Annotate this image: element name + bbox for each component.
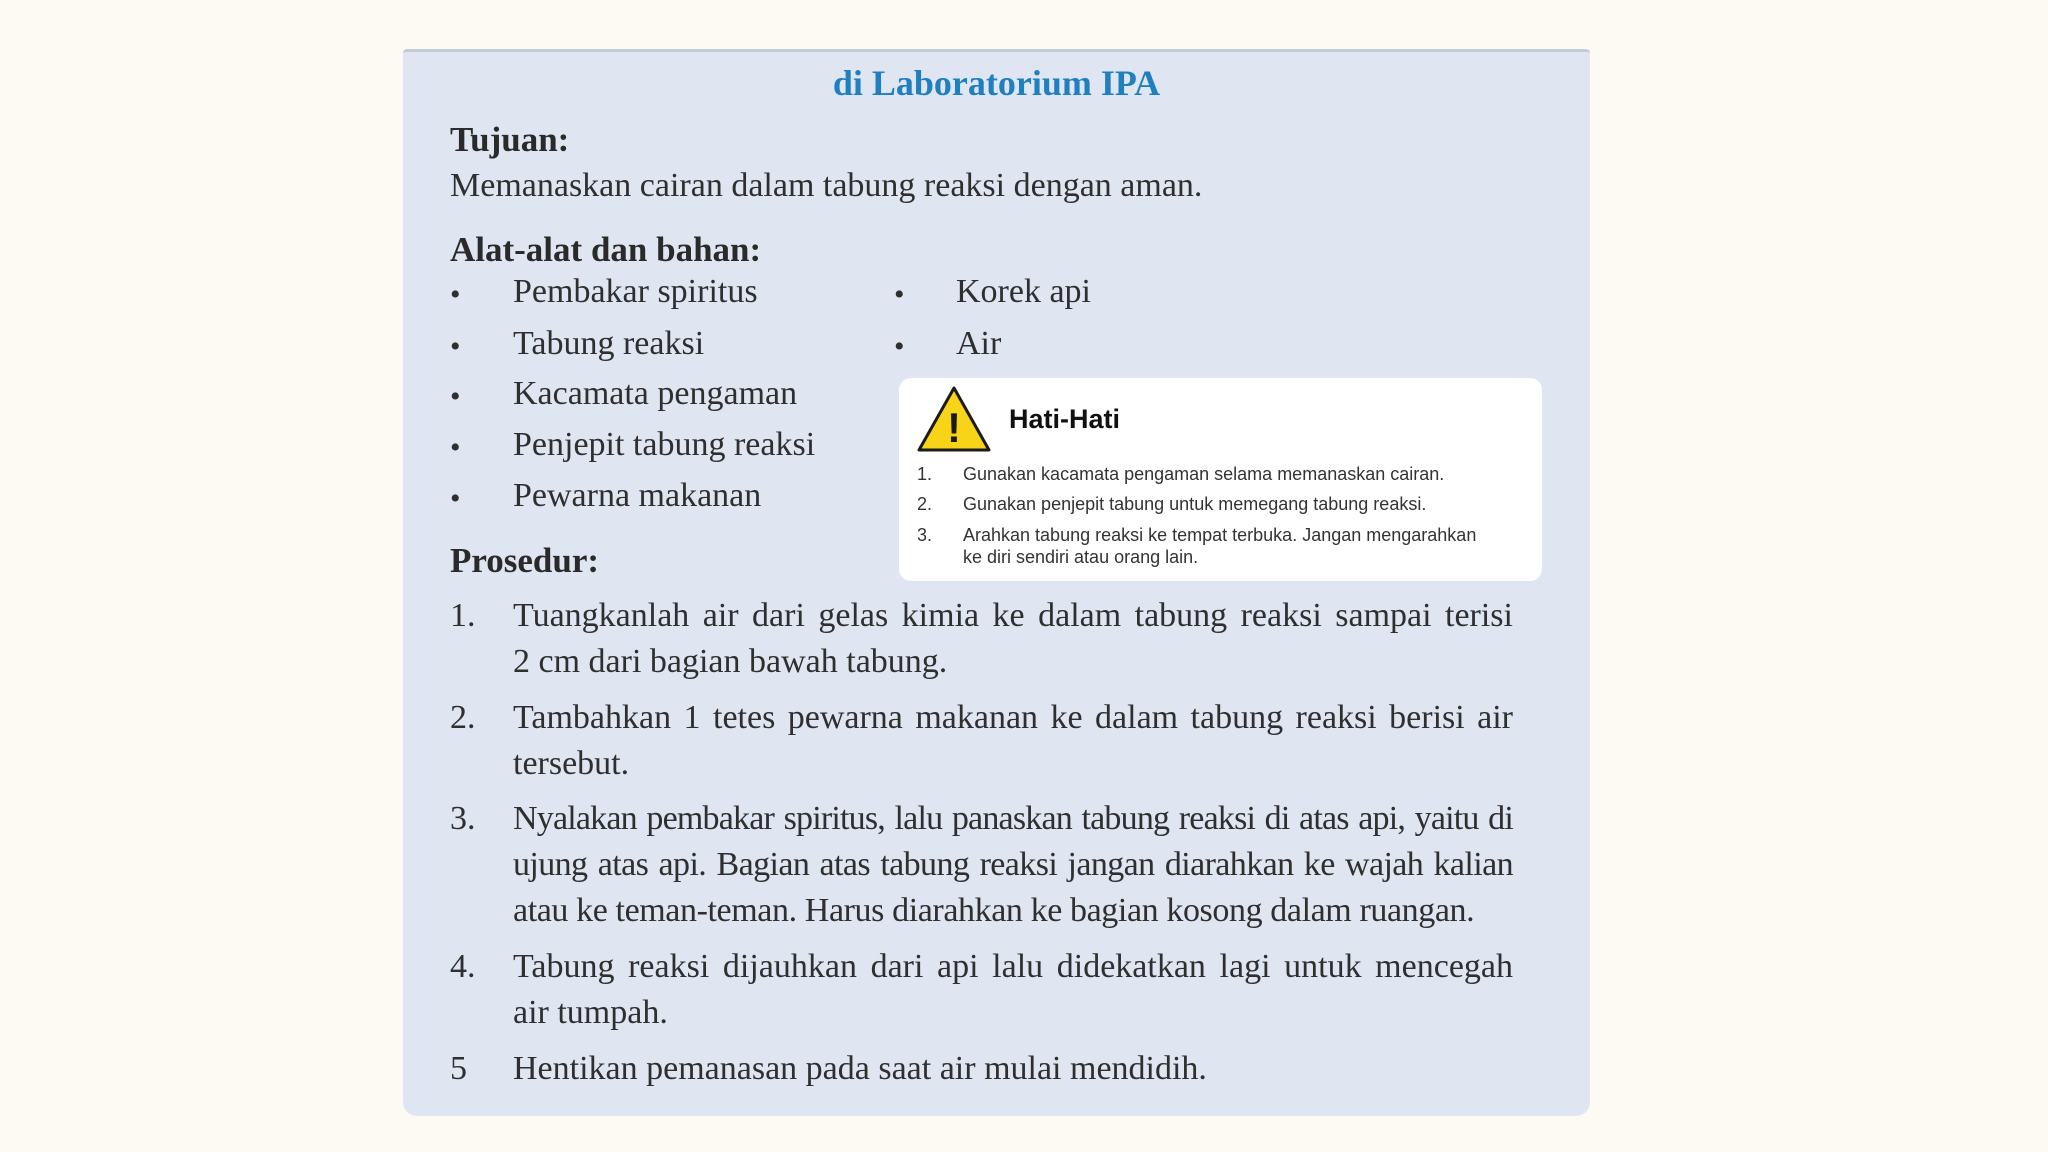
lab-procedure-panel [403,49,1590,1116]
warning-item-number: 2. [917,494,933,514]
list-item: Kacamata pengaman [513,375,798,412]
step-text: Tambahkan 1 tetes pewarna makanan ke dalam tabung reaksi berisi air [513,699,1513,736]
alat-heading: Alat-alat dan bahan: [450,230,762,269]
list-item: Korek api [956,273,1092,310]
bullet: • [450,278,461,311]
step-number: 4. [450,948,476,985]
bullet: • [450,431,461,464]
warning-title: Hati-Hati [1009,404,1121,434]
warning-item-number: 3. [917,525,933,545]
list-item: Air [956,325,1002,362]
list-item: Tabung reaksi [513,325,705,362]
bullet: • [450,380,461,413]
bullet: • [450,330,461,363]
warning-item-text: Gunakan kacamata pengaman selama memanaskan cairan. [963,464,1445,484]
step-number: 3. [450,800,476,837]
list-item: Penjepit tabung reaksi [513,426,816,463]
step-number: 2. [450,699,476,736]
section-title: di Laboratorium IPA [832,63,1161,103]
tujuan-heading: Tujuan: [450,120,570,159]
list-item: Pewarna makanan [513,477,762,514]
step-text: Hentikan pemanasan pada saat air mulai mendidih. [513,1050,1207,1087]
step-text-continued: ujung atas api. Bagian atas tabung reaksi jangan diarahkan ke wajah kalian [513,846,1513,883]
step-text: Tuangkanlah air dari gelas kimia ke dalam tabung reaksi sampai terisi [513,597,1513,634]
hati-hati-warning-box [899,378,1542,581]
prosedur-heading: Prosedur: [450,541,600,580]
warning-item-number: 1. [917,464,933,484]
list-item: Pembakar spiritus [513,273,758,310]
step-number: 1. [450,597,476,634]
warning-item-text: Gunakan penjepit tabung untuk memegang tabung reaksi. [963,494,1427,514]
warning-exclamation: ! [947,404,961,451]
step-text-continued: atau ke teman-teman. Harus diarahkan ke bagian kosong dalam ruangan. [513,892,1475,929]
tujuan-text: Memanaskan cairan dalam tabung reaksi dengan aman. [450,167,1203,204]
step-text-continued: air tumpah. [513,994,668,1031]
bullet: • [894,330,905,363]
step-text-continued: tersebut. [513,745,630,782]
step-text: Nyalakan pembakar spiritus, lalu panaskan tabung reaksi di atas api, yaitu di [513,800,1513,837]
warning-item-text: Arahkan tabung reaksi ke tempat terbuka. Jangan mengarahkan [963,525,1477,545]
warning-triangle-icon [915,384,993,454]
step-text: Tabung reaksi dijauhkan dari api lalu didekatkan lagi untuk mencegah [513,948,1513,985]
bullet: • [450,482,461,515]
bullet: • [894,278,905,311]
warning-item-text-continued: ke diri sendiri atau orang lain. [963,547,1199,567]
step-text-continued: 2 cm dari bagian bawah tabung. [513,643,948,680]
step-number: 5 [450,1050,467,1087]
